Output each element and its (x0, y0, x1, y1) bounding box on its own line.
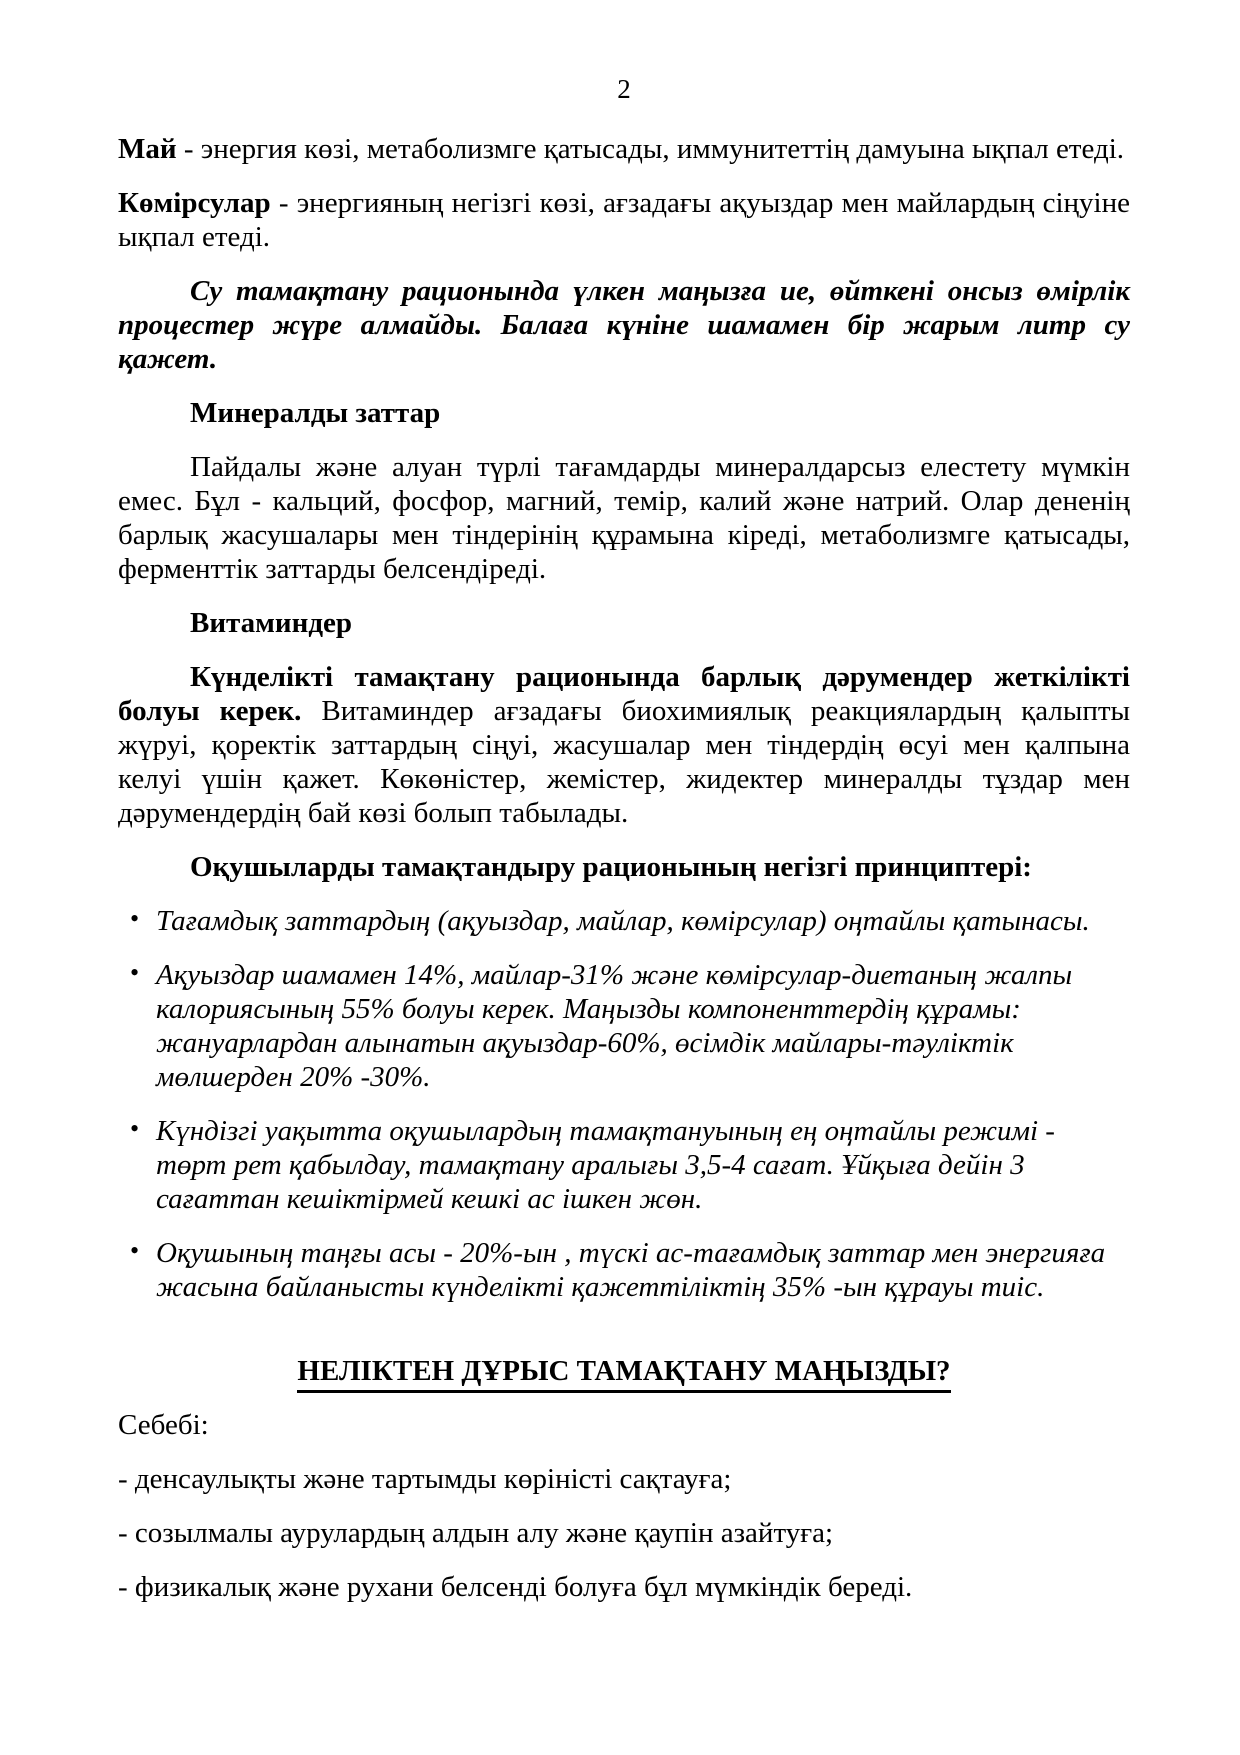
bullet-icon: • (130, 1236, 140, 1265)
principle-text: Күндізгі уақытта оқушылардың тамақтануының ең оңтайлы режимі - төрт рет қабылдау, тамақтану аралығы 3,5-4 сағат. Ұйқыға дейін 3 сағаттан кешіктірмей кешкі ас ішкен жөн. (156, 1115, 1055, 1215)
heading-principles: Оқушыларды тамақтандыру рационының негізгі принциптері: (190, 851, 1032, 883)
reason-item: - созылмалы аурулардың алдын алу және қаупін азайтуға; (118, 1517, 834, 1549)
principle-item (118, 904, 1130, 938)
principle-text: Оқушының таңғы асы - 20%-ын , түскі ас-тағамдық заттар мен энергияға жасына байланысты күнделікті қажеттіліктің 35% -ын құрауы тиіс. (156, 1237, 1106, 1303)
carbs-text: - энергияның негізгі көзі, ағзадағы ақуыздар мен майлардың сіңуіне ықпал етеді. (118, 187, 1130, 253)
bullet-icon: • (130, 958, 140, 987)
paragraph-fat (118, 132, 1130, 166)
principle-text: Ақуыздар шамамен 14%, майлар-31% және көмірсулар-диетаның жалпы калориясының 55% болуы керек. Маңызды компоненттердің құрамы: жануарлардан алынатын ақуыздар-60%, өсімдік майлары-тәуліктік мөлшерден 20% -30%. (156, 959, 1073, 1093)
heading-why (118, 1354, 1130, 1388)
fat-term: Май (118, 133, 177, 165)
carbs-term: Көмірсулар (118, 187, 271, 219)
page-number: 2 (617, 74, 631, 104)
bullet-icon: • (130, 904, 140, 933)
vitamins-body: Витаминдер ағзадағы биохимиялық реакциялардың қалыпты жүруі, қоректік заттардың сіңуі, жасушалар мен тіндердің өсуі мен қалпына келуі үшін қажет. Көкөністер, жемістер, жидектер минералды тұздар мен дәрумендердің бай көзі болып табылады. (118, 695, 1130, 829)
heading-minerals: Минералды заттар (190, 397, 441, 429)
principle-text: Тағамдық заттардың (ақуыздар, майлар, көмірсулар) оңтайлы қатынасы. (156, 905, 1090, 937)
principle-item (118, 1114, 1130, 1216)
fat-text: - энергия көзі, метаболизмге қатысады, иммунитеттің дамуына ықпал етеді. (176, 133, 1125, 165)
paragraph-carbs (118, 186, 1130, 254)
principle-item (118, 958, 1130, 1094)
reason-item: - денсаулықты және тартымды көріністі сақтауға; (118, 1463, 732, 1495)
principle-item (118, 1236, 1130, 1304)
paragraph-water: Су тамақтану рационында үлкен маңызға ие, өйткені онсыз өмірлік процестер жүре алмайды. Балаға күніне шамамен бір жарым литр су қажет. (118, 275, 1130, 375)
paragraph-minerals: Пайдалы және алуан түрлі тағамдарды минералдарсыз елестету мүмкін емес. Бұл - кальций, фосфор, магний, темір, калий және натрий. Олар дененің барлық жасушалары мен тіндерінің құрамына кіреді, метаболизмге қатысады, ферменттік заттарды белсендіреді. (118, 451, 1130, 585)
principles-list (118, 904, 1130, 1304)
paragraph-vitamins (118, 660, 1130, 830)
bullet-icon: • (130, 1114, 140, 1143)
vitamins-lead: Күнделікті тамақтану рационында барлық дәрумендер жеткілікті болуы керек. (118, 661, 1130, 727)
heading-why-text: НЕЛІКТЕН ДҰРЫС ТАМАҚТАНУ МАҢЫЗДЫ? (297, 1355, 950, 1393)
heading-vitamins: Витаминдер (190, 607, 352, 639)
reason-item: - физикалық және рухани белсенді болуға бұл мүмкіндік береді. (118, 1571, 913, 1603)
because-label: Себебі: (118, 1409, 209, 1441)
